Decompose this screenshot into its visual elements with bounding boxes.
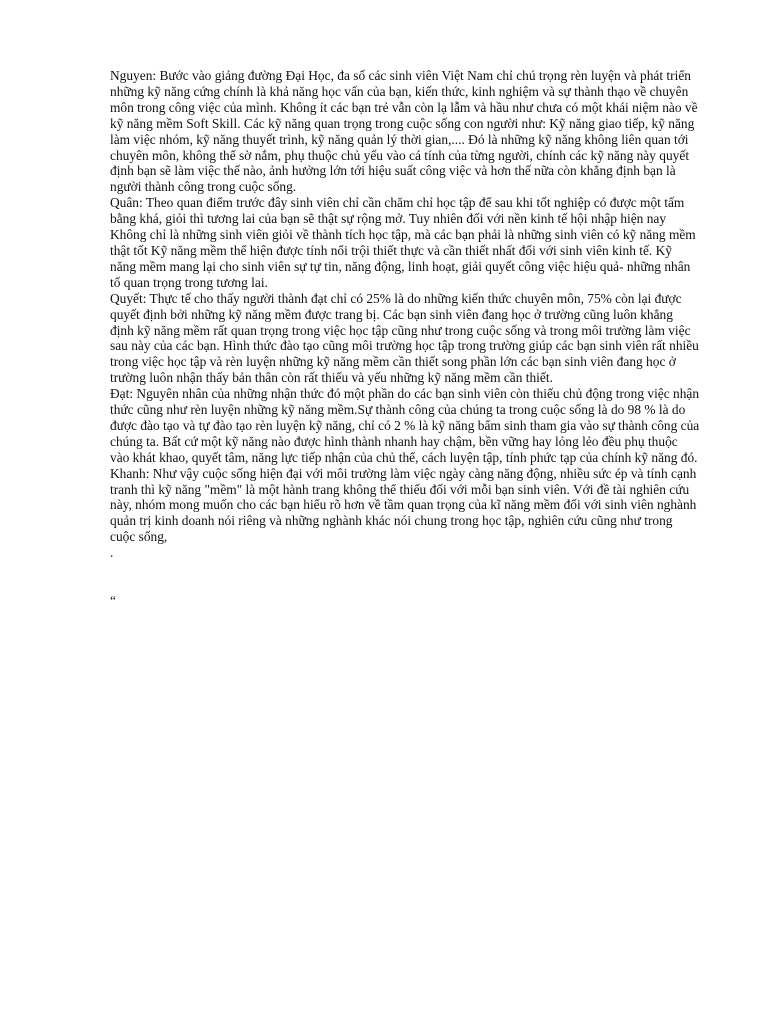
paragraph-quan: Quân: Theo quan điểm trước đây sinh viên chỉ cần chăm chỉ học tập để sau khi tốt nghiệp có được một tấm bằng khá, giỏi thì tương lai của bạn sẽ thật sự rộng mở. Tuy nhiên đối với nền kinh tế hội nhập hiện nay Không chỉ là những sinh viên giỏi về thành tích học tập, mà các bạn phải là những sinh viên có kỹ năng mềm thật tốt Kỹ năng mềm thể hiện được tính nổi trội thiết thực và cần thiết nhất đối với sinh viên kinh tế. Kỹ năng mềm mang lại cho sinh viên sự tự tin, năng động, linh hoạt, giải quyết công việc hiệu quả- những nhân tố quan trọng trong tương lai.: [110, 195, 696, 290]
document-body: [110, 68, 700, 609]
paragraph-period: .: [110, 545, 114, 561]
paragraph-khanh: Khanh: Như vậy cuộc sống hiện đại với môi trường làm việc ngày càng năng động, nhiều sức ép và tính cạnh tranh thì kỹ năng "mềm" là một hành trang không thể thiếu đối với mỗi bạn sinh viên. Với đề tài nghiên cứu này, nhóm mong muốn cho các bạn hiểu rõ hơn về tầm quan trọng của kĩ năng mềm đối với sinh viên nghành quản trị kinh doanh nói riêng và những nghành khác nói chung trong học tập, nghiên cứu cũng như trong cuộc sống,: [110, 465, 697, 545]
paragraph-quyet: Quyết: Thực tế cho thấy người thành đạt chỉ có 25% là do những kiến thức chuyên môn, 75% còn lại được quyết định bởi những kỹ năng mềm được trang bị. Các bạn sinh viên đang học ở trường cũng luôn khẳng định kỹ năng mềm rất quan trọng trong việc học tập cũng như trong cuộc sống và trong môi trường làm việc sau này của các bạn. Hình thức đào tạo cũng môi trường học tập trong trường giúp các bạn sinh viên rất nhiều trong việc học tập và rèn luyện những kỹ năng mềm cần thiết song phần lớn các bạn sinh viên đang học ở trường luôn nhận thấy bản thân còn rất thiếu và yếu những kỹ năng mềm cần thiết.: [110, 290, 699, 386]
blank-space: [110, 561, 700, 593]
trailing-quote-mark: “: [110, 593, 116, 609]
paragraph-dat: Đạt: Nguyên nhân của những nhận thức đó một phần do các bạn sinh viên còn thiếu chủ động trong việc nhận thức cũng như rèn luyện những kỹ năng mềm.Sự thành công của chúng ta trong cuộc sống là do 98 % là do được đào tạo và tự đào tạo rèn luyện kỹ năng, chỉ có 2 % là kỹ năng bẩm sinh tham gia vào sự thành công của chúng ta. Bất cứ một kỹ năng nào được hình thành nhanh hay chậm, bền vững hay lỏng lẻo đều phụ thuộc vào khát khao, quyết tâm, năng lực tiếp nhận của chủ thể, cách luyện tập, tính phức tạp của chính kỹ năng đó.: [110, 386, 700, 465]
paragraph-nguyen: Nguyen: Bước vào giảng đường Đại Học, đa số các sinh viên Việt Nam chỉ chú trọng rèn luyện và phát triển những kỹ năng cứng chính là khả năng học vấn của bạn, kiến thức, kinh nghiệm và sự thành thạo về chuyên môn trong công việc của mình. Không ít các bạn trẻ vẫn còn lạ lẫm và hầu như chưa có một khái niệm nào về kỹ năng mềm Soft Skill. Các kỹ năng quan trọng trong cuộc sống con người như: Kỹ năng giao tiếp, kỹ năng làm việc nhóm, kỹ năng thuyết trình, kỹ năng quản lý thời gian,.... Đó là những kỹ năng không liên quan tới chuyên môn, không thể sờ nắm, phụ thuộc chủ yếu vào cá tính của từng người, chính các kỹ năng này quyết định bạn sẽ làm việc thế nào, ảnh hưởng lớn tới hiệu suất công việc và hơn thế nữa còn khẳng định bạn là người thành công trong cuộc sống.: [110, 68, 698, 195]
